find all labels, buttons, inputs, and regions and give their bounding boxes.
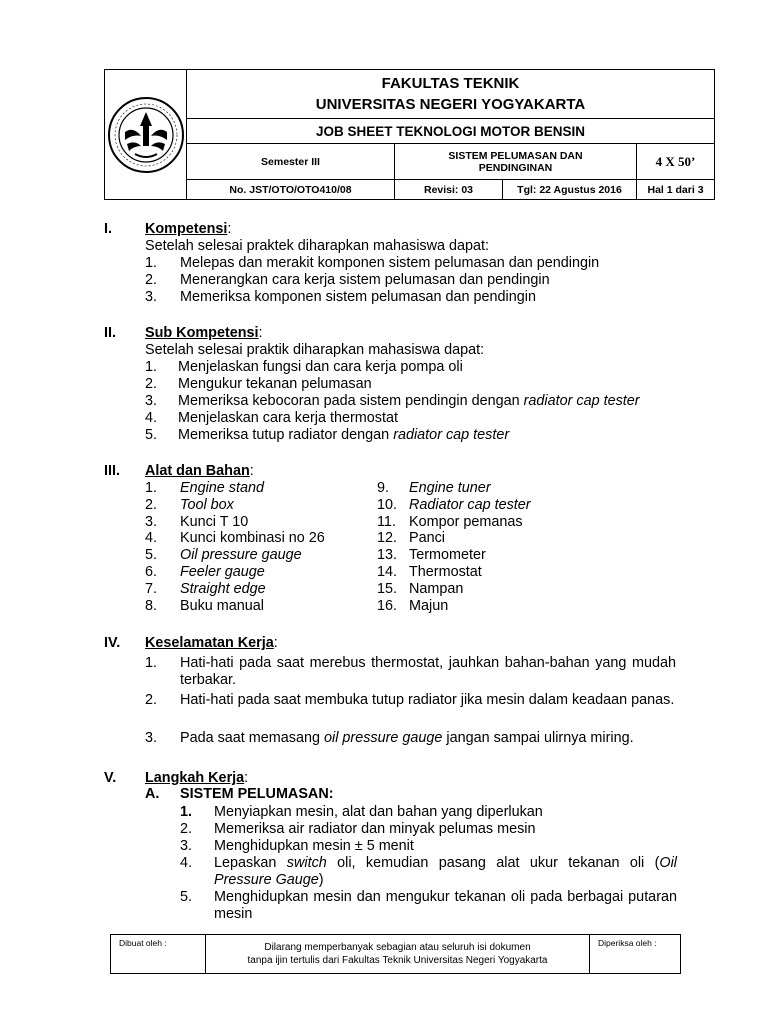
list-item: Melepas dan merakit komponen sistem pelumasan dan pendingin	[180, 255, 600, 271]
section-intro: Setelah selesai praktek diharapkan mahasiswa dapat:	[145, 238, 489, 254]
checked-by-label: Diperiksa oleh :	[590, 935, 681, 974]
list-number: 3.	[145, 730, 158, 746]
university-logo-icon	[107, 96, 185, 174]
tool-item: Kunci kombinasi no 26	[180, 530, 325, 546]
tool-item: Engine stand	[180, 480, 265, 496]
topic-line-1: SISTEM PELUMASAN DAN	[448, 149, 583, 162]
list-item: Mengukur tekanan pelumasan	[178, 376, 372, 392]
subsection-letter: A.	[145, 786, 160, 802]
tool-number: 6.	[145, 564, 158, 580]
tool-item: Radiator cap tester	[409, 497, 531, 513]
subsection-title: SISTEM PELUMASAN:	[180, 786, 334, 802]
section-title: Alat dan Bahan:	[145, 463, 254, 479]
list-number: 1.	[145, 255, 158, 271]
tool-number: 10.	[377, 497, 398, 513]
section-intro: Setelah selesai praktik diharapkan mahasiswa dapat:	[145, 342, 485, 358]
page-number: Hal 1 dari 3	[637, 180, 715, 200]
tool-item: Feeler gauge	[180, 564, 265, 580]
document-footer	[110, 934, 681, 974]
tool-number: 15.	[377, 581, 398, 597]
section-number: I.	[104, 221, 112, 237]
copyright-notice-line-1: Dilarang memperbanyak sebagian atau seluruh isi dokumen	[264, 942, 531, 953]
made-by-label: Dibuat oleh :	[111, 935, 206, 974]
tool-item: Kunci T 10	[180, 514, 249, 530]
step-number: 2.	[180, 821, 193, 837]
tool-item: Buku manual	[180, 598, 264, 614]
tool-item: Kompor pemanas	[409, 514, 523, 530]
list-item: Menjelaskan fungsi dan cara kerja pompa oli	[178, 359, 463, 375]
copyright-notice-line-2: tanpa ijin tertulis dari Fakultas Teknik Universitas Negeri Yogyakarta	[247, 955, 548, 966]
list-item: Memeriksa komponen sistem pelumasan dan pendingin	[180, 289, 536, 305]
date-label: Tgl: 22 Agustus 2016	[503, 180, 637, 200]
tool-number: 11.	[377, 514, 396, 530]
step-item: Menghidupkan mesin dan mengukur tekanan oli pada berbagai putaran mesin	[214, 889, 677, 922]
tool-number: 5.	[145, 547, 158, 563]
step-number: 3.	[180, 838, 193, 854]
tool-number: 12.	[377, 530, 398, 546]
tool-number: 13.	[377, 547, 398, 563]
tool-item: Straight edge	[180, 581, 266, 597]
faculty-name: FAKULTAS TEKNIK	[381, 75, 520, 92]
list-number: 4.	[145, 410, 158, 426]
duration-label: 4 X 50’	[637, 144, 715, 180]
tool-number: 14.	[377, 564, 398, 580]
tool-number: 4.	[145, 530, 158, 546]
tool-number: 3.	[145, 514, 158, 530]
tool-item: Majun	[409, 598, 449, 614]
document-number: No. JST/OTO/OTO410/08	[187, 180, 395, 200]
tool-number: 1.	[145, 480, 158, 496]
section-title: Langkah Kerja:	[145, 770, 249, 786]
step-number: 5.	[180, 889, 193, 905]
topic-line-2: PENDINGINAN	[478, 161, 553, 174]
tool-item: Engine tuner	[409, 480, 491, 496]
university-name: UNIVERSITAS NEGERI YOGYAKARTA	[315, 96, 586, 113]
list-item: Memeriksa kebocoran pada sistem pendingin dengan radiator cap tester	[178, 393, 640, 409]
list-number: 5.	[145, 427, 158, 443]
tool-item: Tool box	[180, 497, 234, 513]
section-number: II.	[104, 325, 116, 341]
step-item: Memeriksa air radiator dan minyak pelumas mesin	[214, 821, 536, 837]
tool-item: Termometer	[409, 547, 486, 563]
section-number: IV.	[104, 635, 121, 651]
list-item: Menjelaskan cara kerja thermostat	[178, 410, 398, 426]
list-number: 3.	[145, 393, 158, 409]
tool-number: 16.	[377, 598, 398, 614]
list-number: 1.	[145, 359, 158, 375]
section-number: V.	[104, 770, 117, 786]
step-number: 1.	[180, 804, 193, 820]
revision-label: Revisi: 03	[395, 180, 503, 200]
semester-label: Semester III	[187, 144, 395, 180]
section-title: Keselamatan Kerja:	[145, 635, 278, 651]
step-number: 4.	[180, 855, 193, 871]
step-item: Menyiapkan mesin, alat dan bahan yang diperlukan	[214, 804, 543, 820]
step-item: Menghidupkan mesin ± 5 menit	[214, 838, 414, 854]
tool-number: 9.	[377, 480, 390, 496]
section-title: Sub Kompetensi:	[145, 325, 263, 341]
tool-item: Oil pressure gauge	[180, 547, 302, 563]
step-item: Lepaskan switch oli, kemudian pasang alat ukur tekanan oli (Oil Pressure Gauge)	[214, 855, 677, 888]
list-number: 2.	[145, 376, 158, 392]
section-number: III.	[104, 463, 120, 479]
list-item: Pada saat memasang oil pressure gauge jangan sampai ulirnya miring.	[180, 730, 634, 746]
tool-item: Panci	[409, 530, 445, 546]
list-item: Memeriksa tutup radiator dengan radiator cap tester	[178, 427, 510, 443]
list-number: 2.	[145, 272, 158, 288]
list-number: 3.	[145, 289, 158, 305]
section-title: Kompetensi:	[145, 221, 232, 237]
list-item: Menerangkan cara kerja sistem pelumasan dan pendingin	[180, 272, 550, 288]
document-header	[104, 69, 715, 200]
tool-item: Nampan	[409, 581, 464, 597]
tool-number: 7.	[145, 581, 158, 597]
job-sheet-title: JOB SHEET TEKNOLOGI MOTOR BENSIN	[187, 119, 715, 144]
list-item: Hati-hati pada saat merebus thermostat, jauhkan bahan-bahan yang mudah terbakar.	[180, 655, 676, 688]
list-number: 2.	[145, 692, 158, 708]
list-number: 1.	[145, 655, 158, 671]
list-item: Hati-hati pada saat membuka tutup radiator jika mesin dalam keadaan panas.	[180, 692, 675, 708]
tool-item: Thermostat	[409, 564, 482, 580]
tool-number: 8.	[145, 598, 158, 614]
university-logo-cell	[105, 70, 187, 200]
tool-number: 2.	[145, 497, 158, 513]
